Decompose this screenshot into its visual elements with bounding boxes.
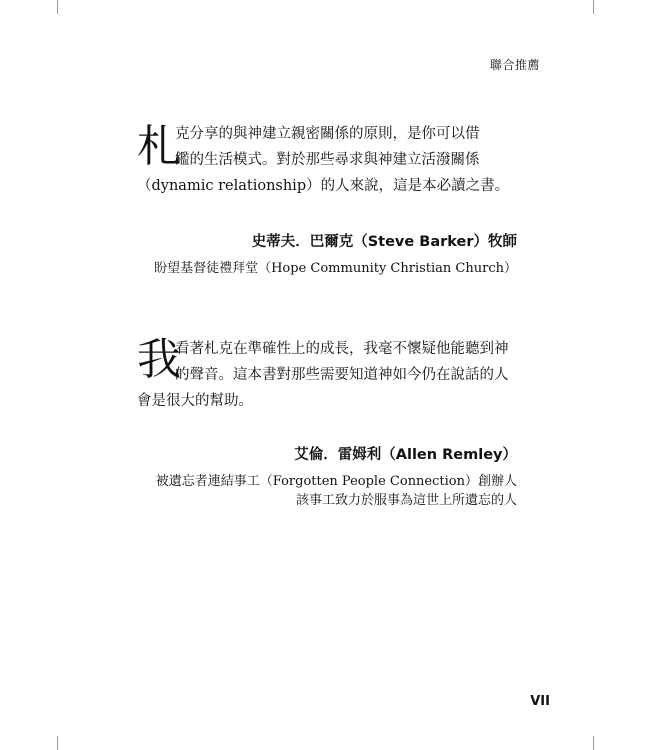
endorsement-2-text <box>137 336 520 414</box>
crop-mark-bottom-left-v <box>57 736 58 750</box>
drop-cap: 札 <box>137 121 181 172</box>
affiliation-line: 被遺忘者連結事工（Forgotten People Connection）創辦人 <box>155 474 517 489</box>
crop-mark-bottom-right-v <box>593 736 594 750</box>
endorser-name: 史蒂夫．巴爾克（Steve Barker）牧師 <box>251 234 517 250</box>
running-head: 聯合推薦 <box>489 58 540 72</box>
endorsement-line: 鑑的生活模式。對於那些尋求與神建立活潑關係 <box>175 152 480 168</box>
drop-cap: 我 <box>137 334 181 385</box>
endorsement-line: （dynamic relationship）的人來說，這是本必讀之書。 <box>137 178 510 194</box>
endorser-affiliation <box>156 472 517 510</box>
crop-mark-top-left-v <box>57 0 58 14</box>
endorsement-line: 會是很大的幫助。 <box>137 393 253 409</box>
affiliation-line: 該事工致力於服事為這世上所遺忘的人 <box>295 493 517 508</box>
endorsement-line: 看著札克在準確性上的成長，我毫不懷疑他能聽到神 <box>175 341 509 357</box>
endorser-affiliation <box>154 259 517 278</box>
crop-mark-top-right-v <box>593 0 594 14</box>
endorsement-line: 的聲音。這本書對那些需要知道神如今仍在說話的人 <box>175 367 509 383</box>
endorser-name: 艾倫．雷姆利（Allen Remley） <box>294 447 517 463</box>
endorsement-line: 克分享的與神建立親密關係的原則，是你可以借 <box>175 126 480 142</box>
page-number: VII <box>530 694 550 709</box>
affiliation-line: 盼望基督徒禮拜堂（Hope Community Christian Church） <box>154 261 517 276</box>
endorsement-1-text <box>137 121 520 199</box>
